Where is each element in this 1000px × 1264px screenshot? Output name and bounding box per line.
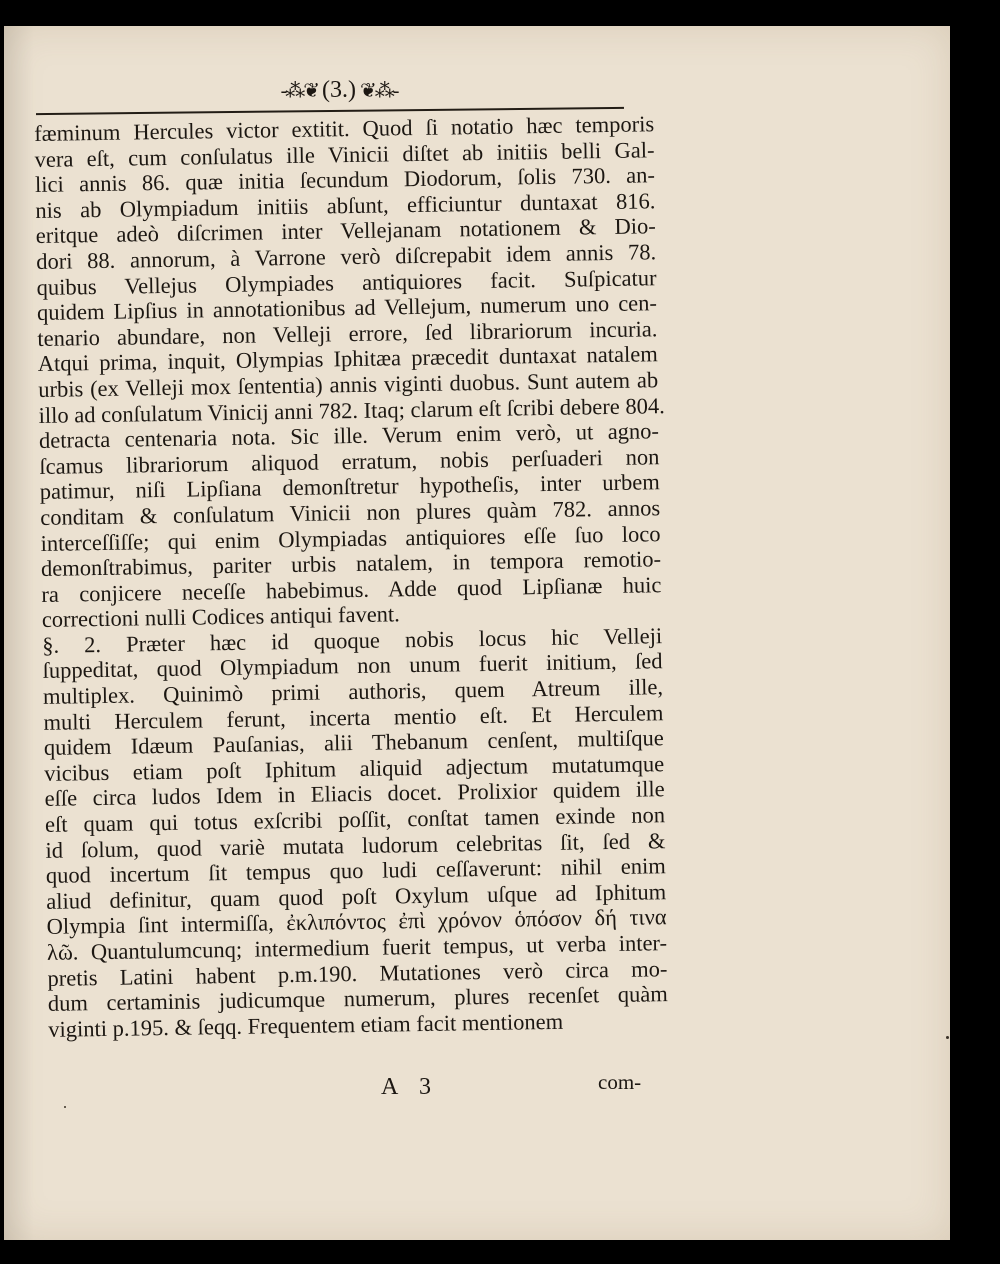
- text-line: λῶ. Quantulumcunq; intermedium fuerit tempus, ut verba inter-: [46, 930, 668, 965]
- text-line: tenario abundare, non Velleji errore, ſed librariorum incuria.: [37, 315, 658, 351]
- body-text: [34, 111, 668, 1042]
- right-ornament: ❦⁂-: [359, 79, 398, 102]
- text-line: eritque adeò diſcrimen inter Vellejanam notationem & Dio-: [35, 213, 656, 249]
- text-line: dum certaminis judicumque numerum, plures recenſet quàm: [47, 981, 668, 1017]
- text-line: multi Herculem ferunt, incerta mentio eſt. Et Herculem: [43, 699, 664, 735]
- text-line: quod incertum ſit tempus quo ludi ceſſaverunt: nihil enim: [45, 853, 666, 889]
- running-header: [244, 70, 434, 110]
- page-number: (3.): [322, 76, 356, 103]
- signature-mark: A 3: [381, 1074, 440, 1100]
- text-line: id ſolum, quod variè mutata ludorum celebritas ſit, ſed &: [45, 827, 666, 863]
- text-line: interceſſiſſe; qui enim Olympiadas antiquiores eſſe ſuo loco: [40, 520, 661, 556]
- text-line: conditam & conſulatum Vinicii non plures quàm 782. annos: [40, 495, 661, 530]
- text-line: detracta centenaria nota. Sic ille. Verum enim verò, ut agno-: [38, 418, 660, 454]
- text-line: nis ab Olympiadum initiis abſunt, efficiuntur duntaxat 816.: [35, 188, 656, 223]
- text-line: demonſtrabimus, pariter urbis natalem, in tempora remotio-: [40, 546, 662, 582]
- text-line: lici annis 86. quæ initia ſecundum Diodorum, ſolis 730. an-: [34, 162, 656, 198]
- text-line: ra conjicere neceſſe habebimus. Adde quod Lipſianæ huic: [41, 571, 662, 607]
- text-line: quibus Vellejus Olympiades antiquiores facit. Suſpicatur: [36, 264, 657, 300]
- text-line: §. 2. Præter hæc id quoque nobis locus hic Velleji: [42, 623, 663, 658]
- catchword: com-: [598, 1070, 642, 1094]
- text-line: vicibus etiam poſt Iphitum aliquid adjectum mutatumque: [44, 751, 665, 786]
- text-line: viginti p.195. & ſeqq. Frequentem etiam facit mentionem: [48, 1008, 564, 1042]
- text-line: pretis Latini habent p.m.190. Mutationes verò circa mo-: [47, 955, 668, 991]
- text-line: urbis (ex Velleji mox ſententia) annis viginti duobus. Sunt autem ab: [38, 367, 659, 402]
- text-line: eſſe circa ludos Idem in Eliacis docet. Prolixior quidem ille: [44, 776, 665, 812]
- text-line: vera eſt, cum conſulatus ille Vinicii diſtet ab initiis belli Gal-: [34, 136, 655, 172]
- text-line: illo ad conſulatum Vinicij anni 782. Itaq; clarum eſt ſcribi debere 804.: [38, 392, 665, 428]
- text-line: dori 88. annorum, à Varrone verò diſcrepabit idem annis 78.: [36, 239, 657, 274]
- text-line: fæminum Hercules victor extitit. Quod ſi notatio hæc temporis: [34, 111, 655, 146]
- text-line: ſcamus librariorum aliquod erratum, nobis perſuaderi non: [39, 443, 660, 479]
- text-line: patimur, niſi Lipſiana demonſtretur hypotheſis, inter urbem: [39, 469, 660, 505]
- text-line: correctioni nulli Codices antiqui favent.: [41, 601, 401, 633]
- text-line: eſt quam qui totus exſcribi poſſit, conſtat tamen exinde non: [44, 802, 666, 837]
- text-line: aliud definitur, quam quod poſt Oxylum uſque ad Iphitum: [46, 878, 667, 914]
- text-line: multiplex. Quinimò primi authoris, quem Atreum ille,: [42, 674, 664, 709]
- ink-speck: [64, 1106, 66, 1108]
- text-line: Atqui prima, inquit, Olympias Iphitæa præcedit duntaxat natalem: [37, 341, 658, 377]
- text-line: Olympia ſint intermiſſa, ἐκλιπόντος ἐπὶ χρόνον ὁπόσον δή τινα: [46, 904, 667, 940]
- page-gutter-shadow: [4, 26, 34, 1240]
- ink-speck: [946, 1036, 949, 1039]
- left-ornament: -⁂❦: [280, 79, 318, 102]
- text-line: quidem Lipſius in annotationibus ad Vellejum, numerum uno cen-: [36, 290, 658, 326]
- text-line: quidem Idæum Pauſanias, alii Thebanum cenſent, multiſque: [43, 725, 664, 761]
- text-line: ſuppeditat, quod Olympiadum non unum fuerit initium, ſed: [42, 648, 663, 684]
